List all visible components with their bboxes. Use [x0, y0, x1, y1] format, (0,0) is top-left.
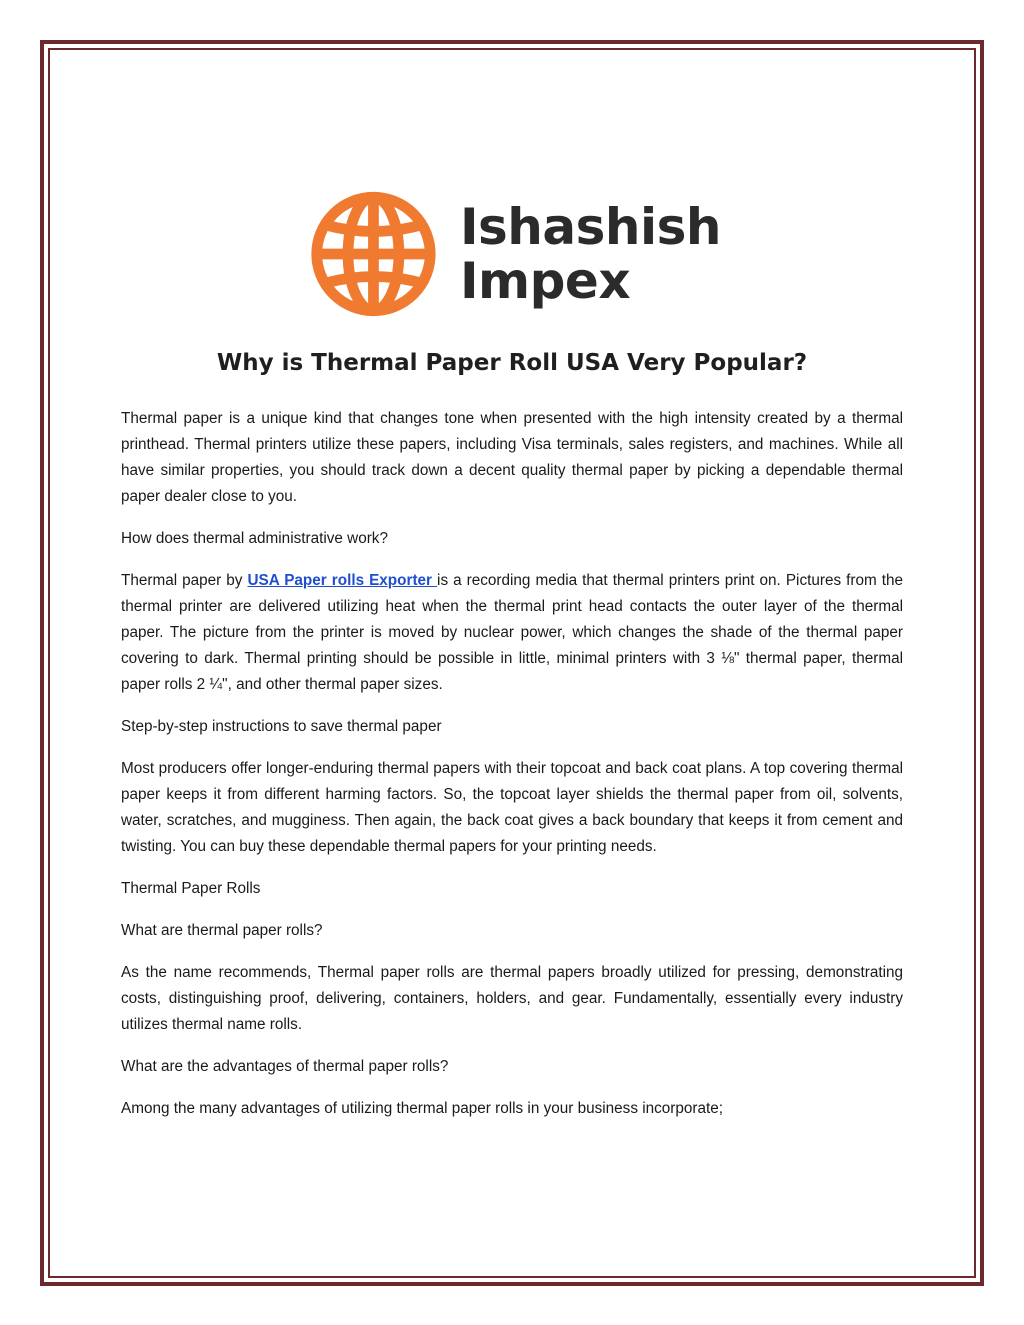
- heading-how-it-works: How does thermal administrative work?: [121, 530, 388, 547]
- paragraph-advantages-intro: Among the many advantages of utilizing thermal paper rolls in your business incorporate;: [121, 1100, 724, 1117]
- heading-what-are-rolls: What are thermal paper rolls?: [121, 922, 323, 939]
- paragraph-text: Thermal paper by: [121, 572, 248, 589]
- paragraph-intro: Thermal paper is a unique kind that changes tone when presented with the high intensity created by a thermal printhead. Thermal printers utilize these papers, including Visa terminals, sales registers, and machines. While all have similar properties, you should track down a decent quality thermal paper by picking a dependable thermal paper dealer close to you.: [121, 410, 903, 505]
- article-body: [121, 406, 903, 1138]
- heading-advantages: What are the advantages of thermal paper rolls?: [121, 1058, 449, 1075]
- heading-save-thermal-paper: Step-by-step instructions to save thermal paper: [121, 718, 442, 735]
- page-title: Why is Thermal Paper Roll USA Very Popular?: [216, 350, 808, 376]
- paragraph-text: is a recording media that thermal printers print on. Pictures from the thermal printer are delivered utilizing heat when the thermal print head contacts the outer layer of the thermal paper. The picture from the printer is moved by nuclear power, which changes the shade of the thermal paper covering to dark. Thermal printing should be possible in little, minimal printers with 3 ⅛" thermal paper, thermal paper rolls 2 ¼", and other thermal paper sizes.: [121, 572, 904, 693]
- globe-icon: [305, 184, 442, 324]
- heading-thermal-paper-rolls: Thermal Paper Rolls: [121, 880, 261, 897]
- usa-paper-rolls-exporter-link[interactable]: USA Paper rolls Exporter: [247, 572, 438, 589]
- logo-wordmark: [460, 200, 721, 308]
- paragraph-thermal-paper: [121, 568, 903, 698]
- logo-line-2: Impex: [459, 252, 631, 310]
- paragraph-topcoat: Most producers offer longer-enduring thermal papers with their topcoat and back coat plans. A top covering thermal paper keeps it from different harming factors. So, the topcoat layer shields the thermal paper from oil, solvents, water, scratches, and mugginess. Then again, the back coat gives a back boundary that keeps it from cement and twisting. You can buy these dependable thermal papers for your printing needs.: [121, 760, 903, 855]
- logo-line-1: Ishashish: [459, 198, 721, 256]
- paragraph-name-recommends: As the name recommends, Thermal paper rolls are thermal papers broadly utilized for pressing, demonstrating costs, distinguishing proof, delivering, containers, holders, and gear. Fundamentally, essentially every industry utilizes thermal name rolls.: [121, 964, 903, 1033]
- company-logo: [305, 180, 721, 328]
